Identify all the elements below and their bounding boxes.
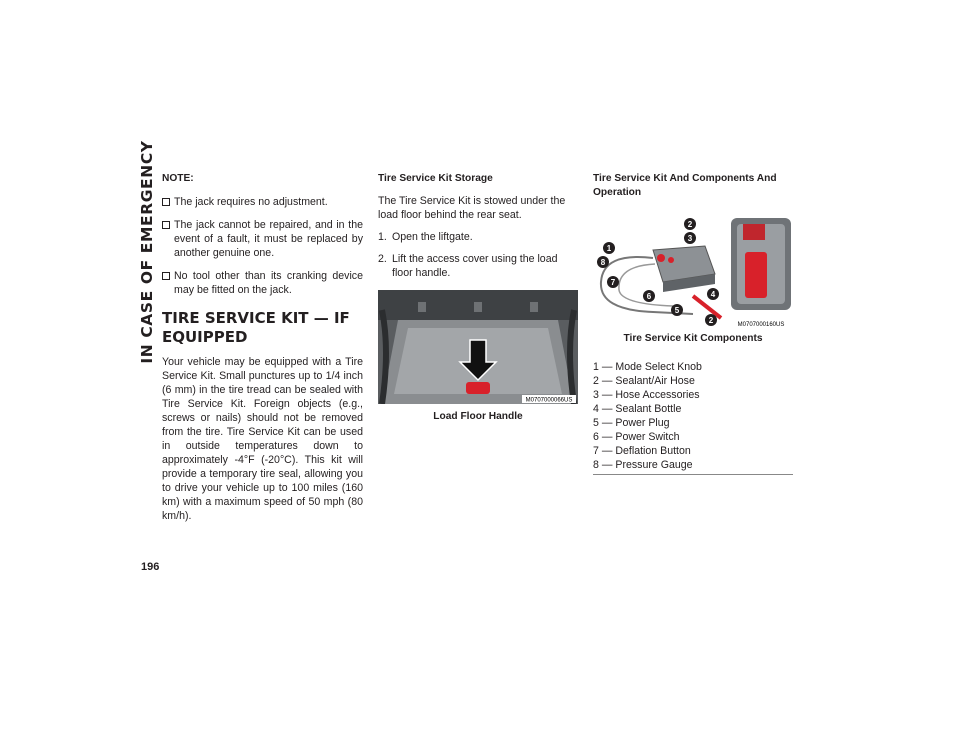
load-floor-caption: Load Floor Handle (433, 411, 523, 422)
note-label: NOTE: (162, 173, 194, 184)
step-item (378, 252, 578, 280)
storage-paragraph: The Tire Service Kit is stowed under the load floor behind the rear seat. (378, 195, 566, 221)
photo-code: M0707000066US (525, 397, 573, 404)
callout-label: 2 (708, 316, 714, 325)
callout-label: 7 (610, 278, 616, 287)
component-item: 2 — Sealant/Air Hose (593, 375, 695, 387)
step-item (378, 230, 578, 244)
note-bullet-text: The jack cannot be repaired, and in the event of a fault, it must be replaced by another genuine one. (174, 219, 363, 259)
column-1 (162, 172, 363, 523)
side-title-text: IN CASE OF EMERGENCY (138, 140, 156, 364)
checkbox-bullet-icon (162, 272, 170, 280)
load-floor-photo (378, 290, 578, 404)
component-item: 5 — Power Plug (593, 417, 670, 429)
note-bullet-text: The jack requires no adjustment. (174, 196, 328, 208)
kit-caption: Tire Service Kit Components (623, 333, 763, 344)
component-item: 4 — Sealant Bottle (593, 403, 682, 415)
column-2 (378, 172, 578, 424)
callout-label: 6 (646, 292, 652, 301)
section-title: TIRE SERVICE KIT — IF EQUIPPED (162, 309, 350, 346)
side-title (136, 140, 158, 364)
component-item: 7 — Deflation Button (593, 445, 691, 457)
storage-heading: Tire Service Kit Storage (378, 173, 493, 184)
callout-label: 8 (600, 258, 606, 267)
components-list (593, 360, 793, 475)
checkbox-bullet-icon (162, 198, 170, 206)
callout-label: 4 (710, 290, 716, 299)
diagram-code: M0707000160US (737, 322, 785, 328)
column-3 (593, 172, 793, 475)
callout-label: 3 (687, 234, 693, 243)
component-item: 3 — Hose Accessories (593, 389, 700, 401)
note-bullet (162, 269, 363, 297)
note-bullet-text: No tool other than its cranking device may be fitted on the jack. (174, 270, 363, 296)
checkbox-bullet-icon (162, 221, 170, 229)
note-bullet (162, 218, 363, 260)
step-text: Lift the access cover using the load floor handle. (392, 253, 558, 279)
callout-label: 1 (606, 244, 612, 253)
step-number: 2. (378, 253, 387, 265)
component-item: 8 — Pressure Gauge (593, 459, 693, 471)
callout-label: 2 (687, 220, 693, 229)
note-bullet (162, 195, 363, 209)
component-item: 1 — Mode Select Knob (593, 361, 702, 373)
kit-heading: Tire Service Kit And Components And Operation (593, 173, 777, 198)
intro-paragraph: Your vehicle may be equipped with a Tire Service Kit. Small punctures up to 1/4 inch (6 mm) in the tire tread can be sealed with Tire Service Kit. Foreign objects (e.g., screws or nails) should not be removed from the tire. Tire Service Kit can be used in outside temperatures down to approximately -4°F (-20°C). This kit will provide a temporary tire seal, allowing you to drive your vehicle up to 100 miles (160 km) with a maximum speed of 50 mph (80 km/h). (162, 356, 363, 522)
component-item: 6 — Power Switch (593, 431, 680, 443)
callout-label: 5 (674, 306, 680, 315)
tire-service-kit-diagram (593, 212, 793, 330)
step-number: 1. (378, 231, 387, 243)
page-number: 196 (141, 561, 160, 573)
step-text: Open the liftgate. (392, 231, 473, 243)
